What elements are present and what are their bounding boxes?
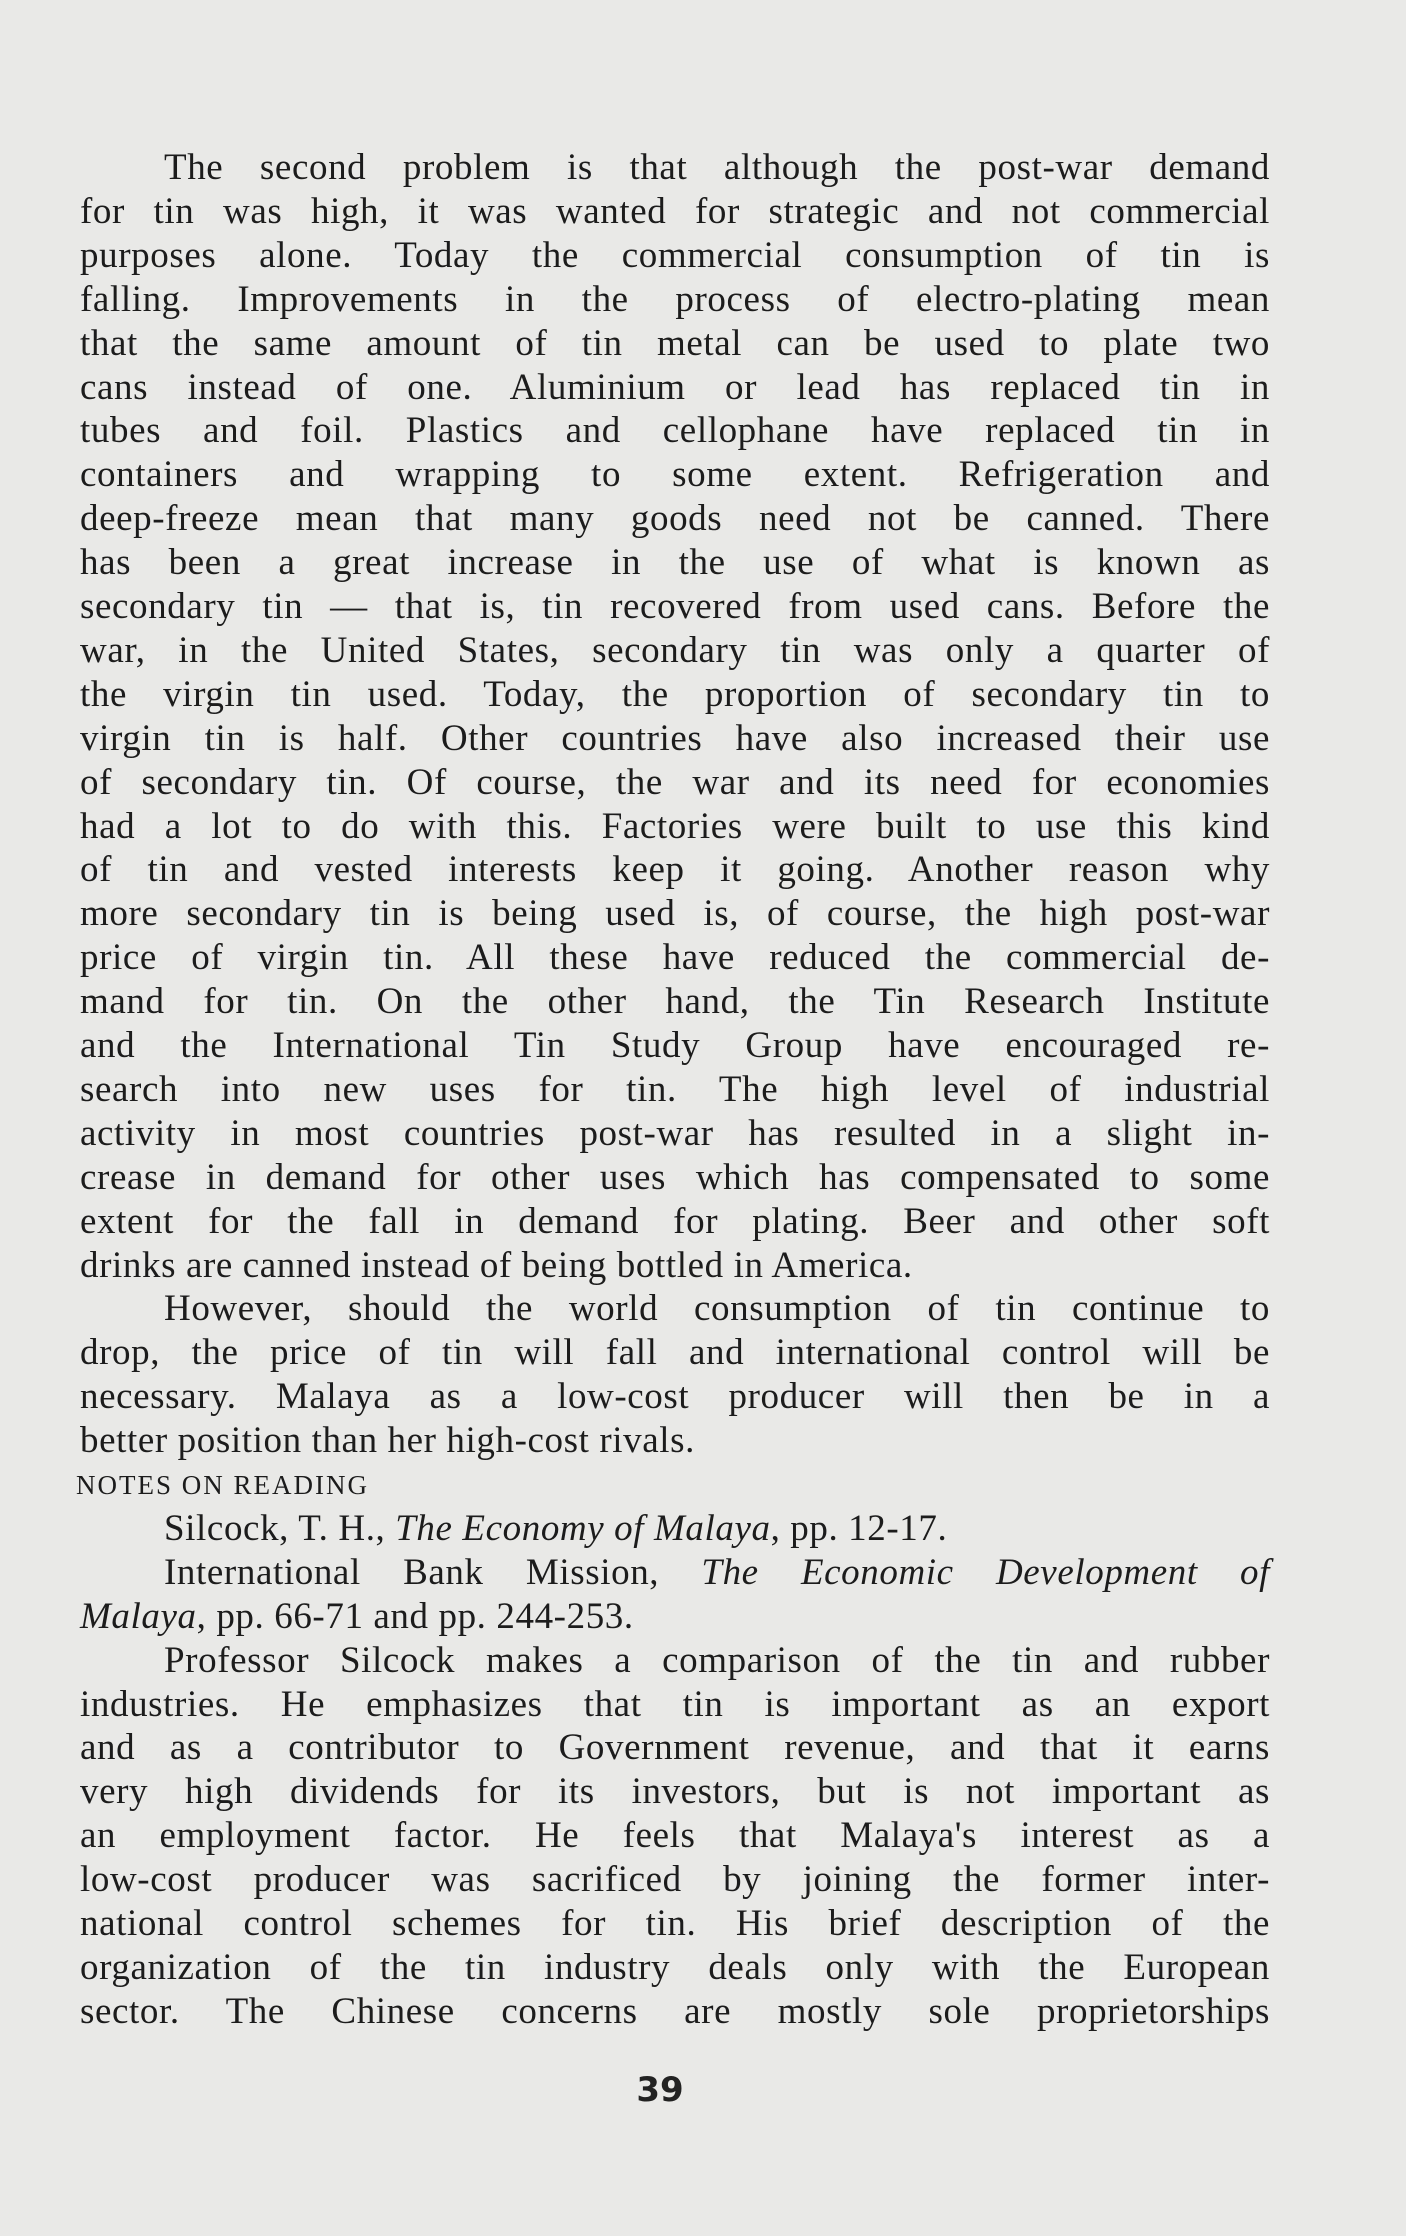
text-line: [80, 1902, 1270, 1946]
text-line: [80, 892, 1270, 936]
text-line: [80, 761, 1270, 805]
text-line: [80, 190, 1270, 234]
text-segment: an employment factor. He feels that Malaya's interest as a: [80, 1815, 1270, 1857]
text-line: [80, 1156, 1270, 1200]
text-segment: sector. The Chinese concerns are mostly sole proprietorships: [80, 1990, 1270, 2032]
text-segment: had a lot to do with this. Factories were built to use this kind: [80, 805, 1270, 847]
text-line: [80, 1639, 1270, 1683]
text-line: [80, 541, 1270, 585]
text-segment: cans instead of one. Aluminium or lead has replaced tin in: [80, 366, 1270, 408]
text-segment: industries. He emphasizes that tin is important as an export: [80, 1683, 1270, 1725]
text-segment: organization of the tin industry deals only with the European: [80, 1946, 1270, 1988]
text-segment: war, in the United States, secondary tin was only a quarter of: [80, 629, 1270, 671]
text-segment: drinks are canned instead of being bottled in America.: [80, 1244, 913, 1286]
text-segment: and the International Tin Study Group have encouraged re-: [80, 1025, 1270, 1066]
text-line: [80, 1683, 1270, 1727]
text-line: [80, 805, 1270, 849]
text-line: [80, 1990, 1270, 2034]
text-line: [80, 585, 1270, 629]
book-title: Malaya: [80, 1595, 197, 1637]
text-segment: national control schemes for tin. His brief description of the: [80, 1903, 1270, 1944]
book-title: The Economic Development of: [701, 1551, 1270, 1593]
text-line: [80, 1726, 1270, 1770]
text-line: [80, 980, 1270, 1024]
text-line: [80, 1331, 1270, 1375]
text-segment: containers and wrapping to some extent. Refrigeration and: [80, 454, 1270, 496]
text-line: [80, 146, 1270, 190]
text-segment: falling. Improvements in the process of electro-plating mean: [80, 278, 1270, 320]
text-line: [80, 278, 1270, 322]
text-line: [80, 1068, 1270, 1112]
text-line: [80, 1858, 1270, 1902]
text-segment: low-cost producer was sacrificed by joining the former inter-: [80, 1859, 1270, 1901]
text-segment: tubes and foil. Plastics and cellophane have replaced tin in: [80, 410, 1270, 452]
text-line: [80, 497, 1270, 541]
text-segment: activity in most countries post-war has resulted in a slight in-: [80, 1112, 1270, 1154]
text-segment: Professor Silcock makes a comparison of the tin and rubber: [164, 1639, 1270, 1681]
text-segment: necessary. Malaya as a low-cost producer will then be in a: [80, 1376, 1270, 1418]
text-line: [80, 234, 1270, 278]
text-line: [80, 453, 1270, 497]
text-segment: The second problem is that although the post-war demand: [164, 147, 1270, 188]
text-line: [80, 936, 1270, 980]
text-segment: International Bank Mission,: [164, 1551, 702, 1593]
text-segment: very high dividends for its investors, but is not important as: [80, 1771, 1270, 1813]
text-segment: deep-freeze mean that many goods need not be canned. There: [80, 498, 1270, 540]
text-line: [80, 1419, 1270, 1463]
text-line: [80, 1770, 1270, 1814]
book-title: The Economy of Malaya: [395, 1507, 771, 1549]
text-segment: purposes alone. Today the commercial consumption of tin is: [80, 234, 1270, 276]
text-line: [80, 1551, 1270, 1595]
text-segment: of tin and vested interests keep it going. Another reason why: [80, 849, 1270, 891]
text-line: [80, 1595, 1270, 1639]
section-heading: [76, 1463, 1266, 1507]
text-segment: and as a contributor to Government revenue, and that it earns: [80, 1727, 1270, 1769]
text-segment: for tin was high, it was wanted for strategic and not commercial: [80, 190, 1270, 232]
text-segment: search into new uses for tin. The high level of industrial: [80, 1068, 1270, 1110]
text-line: [80, 717, 1270, 761]
text-segment: price of virgin tin. All these have reduced the commercial de-: [80, 937, 1270, 979]
text-segment: more secondary tin is being used is, of course, the high post-war: [80, 893, 1270, 935]
text-segment: virgin tin is half. Other countries have also increased their use: [80, 717, 1270, 759]
text-segment: secondary tin — that is, tin recovered from used cans. Before the: [80, 586, 1270, 627]
text-segment: , pp. 66-71 and pp. 244-253.: [196, 1595, 634, 1637]
text-segment: of secondary tin. Of course, the war and its need for economies: [80, 761, 1270, 803]
text-line: [80, 1946, 1270, 1990]
text-segment: NOTES ON READING: [76, 1470, 369, 1500]
text-segment: drop, the price of tin will fall and international control will be: [80, 1332, 1270, 1374]
text-segment: extent for the fall in demand for plating. Beer and other soft: [80, 1200, 1270, 1242]
text-line: [80, 1024, 1270, 1068]
text-line: [80, 1200, 1270, 1244]
text-segment: that the same amount of tin metal can be used to plate two: [80, 322, 1270, 364]
text-line: [80, 1814, 1270, 1858]
text-line: [80, 366, 1270, 410]
text-line: [80, 1112, 1270, 1156]
text-line: [80, 1507, 1270, 1551]
text-segment: Silcock, T. H.,: [164, 1507, 396, 1549]
text-line: [80, 848, 1270, 892]
text-segment: mand for tin. On the other hand, the Tin Research Institute: [80, 981, 1270, 1023]
text-segment: has been a great increase in the use of what is known as: [80, 542, 1270, 584]
text-line: [80, 629, 1270, 673]
text-line: [80, 1287, 1270, 1331]
text-line: [80, 409, 1270, 453]
text-segment: , pp. 12-17.: [770, 1507, 948, 1549]
text-segment: the virgin tin used. Today, the proportion of secondary tin to: [80, 673, 1270, 715]
text-segment: crease in demand for other uses which has compensated to some: [80, 1156, 1270, 1198]
text-line: [80, 673, 1270, 717]
text-segment: better position than her high-cost rivals.: [80, 1420, 696, 1462]
page-number: 39: [636, 2070, 684, 2110]
text-line: [80, 322, 1270, 366]
text-line: [80, 1244, 1270, 1288]
text-segment: However, should the world consumption of tin continue to: [164, 1288, 1270, 1330]
text-line: [80, 1375, 1270, 1419]
